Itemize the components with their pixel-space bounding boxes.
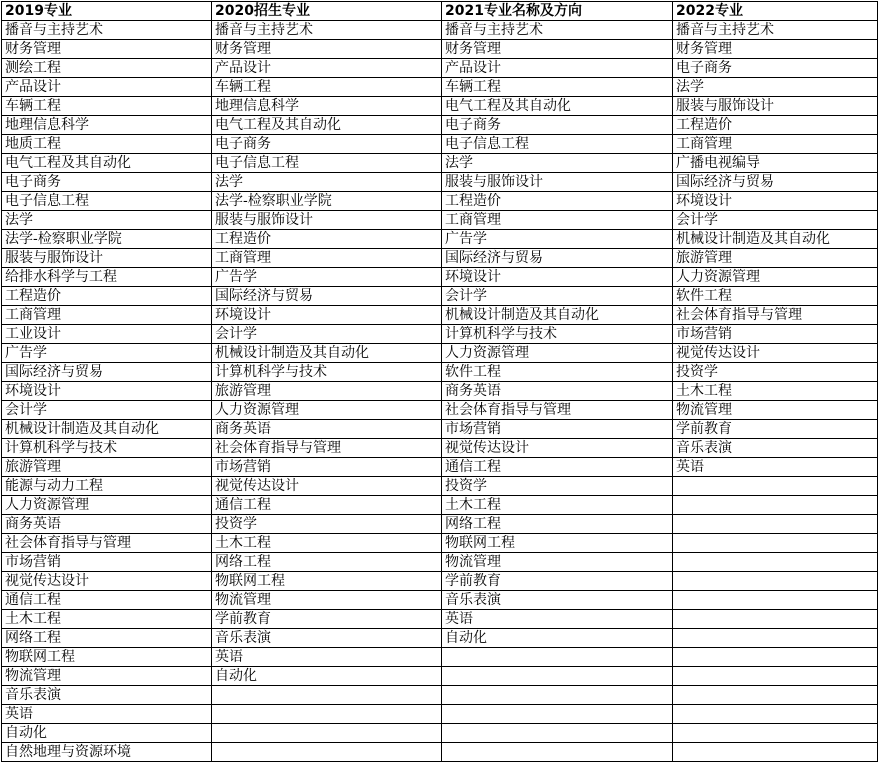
cell-2020: 电气工程及其自动化 bbox=[212, 116, 442, 135]
cell-2020: 物联网工程 bbox=[212, 572, 442, 591]
cell-2021 bbox=[442, 724, 673, 743]
cell-2020 bbox=[212, 743, 442, 762]
cell-2021: 网络工程 bbox=[442, 515, 673, 534]
cell-2020: 产品设计 bbox=[212, 59, 442, 78]
cell-2021: 视觉传达设计 bbox=[442, 439, 673, 458]
cell-2021: 环境设计 bbox=[442, 268, 673, 287]
cell-2020: 商务英语 bbox=[212, 420, 442, 439]
cell-2019: 通信工程 bbox=[2, 591, 212, 610]
cell-2020: 音乐表演 bbox=[212, 629, 442, 648]
cell-2019: 国际经济与贸易 bbox=[2, 363, 212, 382]
cell-2021: 机械设计制造及其自动化 bbox=[442, 306, 673, 325]
cell-2019: 人力资源管理 bbox=[2, 496, 212, 515]
cell-2022 bbox=[673, 610, 878, 629]
cell-2021: 学前教育 bbox=[442, 572, 673, 591]
cell-2021: 物流管理 bbox=[442, 553, 673, 572]
cell-2022: 视觉传达设计 bbox=[673, 344, 878, 363]
cell-2021: 软件工程 bbox=[442, 363, 673, 382]
table-row bbox=[2, 211, 878, 230]
cell-2021 bbox=[442, 686, 673, 705]
cell-2022: 机械设计制造及其自动化 bbox=[673, 230, 878, 249]
cell-2021: 计算机科学与技术 bbox=[442, 325, 673, 344]
cell-2022: 服装与服饰设计 bbox=[673, 97, 878, 116]
cell-2019: 商务英语 bbox=[2, 515, 212, 534]
cell-2020: 物流管理 bbox=[212, 591, 442, 610]
cell-2022: 播音与主持艺术 bbox=[673, 21, 878, 40]
table-row bbox=[2, 553, 878, 572]
cell-2019: 计算机科学与技术 bbox=[2, 439, 212, 458]
cell-2022: 旅游管理 bbox=[673, 249, 878, 268]
table-row bbox=[2, 458, 878, 477]
majors-table bbox=[1, 1, 878, 762]
table-row bbox=[2, 40, 878, 59]
table-row bbox=[2, 610, 878, 629]
cell-2020: 法学-检察职业学院 bbox=[212, 192, 442, 211]
cell-2020: 电子商务 bbox=[212, 135, 442, 154]
cell-2020: 播音与主持艺术 bbox=[212, 21, 442, 40]
table-row bbox=[2, 572, 878, 591]
cell-2020 bbox=[212, 705, 442, 724]
table-row bbox=[2, 287, 878, 306]
table-row bbox=[2, 116, 878, 135]
cell-2022 bbox=[673, 648, 878, 667]
cell-2020: 国际经济与贸易 bbox=[212, 287, 442, 306]
table-row bbox=[2, 439, 878, 458]
cell-2019: 视觉传达设计 bbox=[2, 572, 212, 591]
cell-2022: 法学 bbox=[673, 78, 878, 97]
cell-2022 bbox=[673, 591, 878, 610]
cell-2021: 物联网工程 bbox=[442, 534, 673, 553]
table-row bbox=[2, 154, 878, 173]
table-row bbox=[2, 496, 878, 515]
table-row bbox=[2, 344, 878, 363]
cell-2022 bbox=[673, 553, 878, 572]
table-row bbox=[2, 705, 878, 724]
table-row bbox=[2, 78, 878, 97]
cell-2019: 物流管理 bbox=[2, 667, 212, 686]
cell-2019: 市场营销 bbox=[2, 553, 212, 572]
cell-2022: 人力资源管理 bbox=[673, 268, 878, 287]
cell-2019: 环境设计 bbox=[2, 382, 212, 401]
cell-2022 bbox=[673, 534, 878, 553]
cell-2022: 市场营销 bbox=[673, 325, 878, 344]
table-row bbox=[2, 591, 878, 610]
cell-2019: 产品设计 bbox=[2, 78, 212, 97]
cell-2020: 土木工程 bbox=[212, 534, 442, 553]
cell-2022 bbox=[673, 515, 878, 534]
cell-2021: 服装与服饰设计 bbox=[442, 173, 673, 192]
table-row bbox=[2, 135, 878, 154]
cell-2022: 工程造价 bbox=[673, 116, 878, 135]
cell-2020: 财务管理 bbox=[212, 40, 442, 59]
cell-2021 bbox=[442, 705, 673, 724]
cell-2020: 工程造价 bbox=[212, 230, 442, 249]
cell-2020: 机械设计制造及其自动化 bbox=[212, 344, 442, 363]
table-row bbox=[2, 59, 878, 78]
cell-2022: 软件工程 bbox=[673, 287, 878, 306]
cell-2019: 旅游管理 bbox=[2, 458, 212, 477]
cell-2019: 物联网工程 bbox=[2, 648, 212, 667]
cell-2022: 投资学 bbox=[673, 363, 878, 382]
cell-2019: 播音与主持艺术 bbox=[2, 21, 212, 40]
table-row bbox=[2, 21, 878, 40]
cell-2022: 学前教育 bbox=[673, 420, 878, 439]
table-row bbox=[2, 363, 878, 382]
cell-2022: 电子商务 bbox=[673, 59, 878, 78]
cell-2020: 会计学 bbox=[212, 325, 442, 344]
cell-2020: 电子信息工程 bbox=[212, 154, 442, 173]
cell-2022 bbox=[673, 667, 878, 686]
cell-2019: 给排水科学与工程 bbox=[2, 268, 212, 287]
cell-2020: 视觉传达设计 bbox=[212, 477, 442, 496]
cell-2020: 计算机科学与技术 bbox=[212, 363, 442, 382]
cell-2021: 英语 bbox=[442, 610, 673, 629]
cell-2019: 工业设计 bbox=[2, 325, 212, 344]
cell-2021 bbox=[442, 648, 673, 667]
cell-2019: 工程造价 bbox=[2, 287, 212, 306]
cell-2021: 市场营销 bbox=[442, 420, 673, 439]
cell-2019: 法学-检察职业学院 bbox=[2, 230, 212, 249]
table-row bbox=[2, 382, 878, 401]
table-row bbox=[2, 477, 878, 496]
cell-2020: 通信工程 bbox=[212, 496, 442, 515]
cell-2019: 车辆工程 bbox=[2, 97, 212, 116]
header-2020: 2020招生专业 bbox=[212, 2, 442, 21]
cell-2022: 广播电视编导 bbox=[673, 154, 878, 173]
cell-2021: 电子信息工程 bbox=[442, 135, 673, 154]
cell-2021 bbox=[442, 667, 673, 686]
cell-2020: 服装与服饰设计 bbox=[212, 211, 442, 230]
cell-2021: 音乐表演 bbox=[442, 591, 673, 610]
table-row bbox=[2, 192, 878, 211]
cell-2020: 社会体育指导与管理 bbox=[212, 439, 442, 458]
cell-2022: 社会体育指导与管理 bbox=[673, 306, 878, 325]
cell-2021: 车辆工程 bbox=[442, 78, 673, 97]
cell-2022: 环境设计 bbox=[673, 192, 878, 211]
cell-2019: 法学 bbox=[2, 211, 212, 230]
cell-2021: 法学 bbox=[442, 154, 673, 173]
cell-2022 bbox=[673, 629, 878, 648]
cell-2021: 国际经济与贸易 bbox=[442, 249, 673, 268]
cell-2022: 财务管理 bbox=[673, 40, 878, 59]
cell-2021: 人力资源管理 bbox=[442, 344, 673, 363]
cell-2019: 测绘工程 bbox=[2, 59, 212, 78]
cell-2019: 地质工程 bbox=[2, 135, 212, 154]
table-row bbox=[2, 534, 878, 553]
cell-2022: 英语 bbox=[673, 458, 878, 477]
cell-2021: 工程造价 bbox=[442, 192, 673, 211]
cell-2021: 电子商务 bbox=[442, 116, 673, 135]
cell-2020 bbox=[212, 686, 442, 705]
table-row bbox=[2, 743, 878, 762]
table-row bbox=[2, 420, 878, 439]
cell-2021: 广告学 bbox=[442, 230, 673, 249]
header-2019: 2019专业 bbox=[2, 2, 212, 21]
cell-2020: 工商管理 bbox=[212, 249, 442, 268]
cell-2022: 会计学 bbox=[673, 211, 878, 230]
cell-2020: 旅游管理 bbox=[212, 382, 442, 401]
cell-2022: 国际经济与贸易 bbox=[673, 173, 878, 192]
cell-2020: 市场营销 bbox=[212, 458, 442, 477]
header-2022: 2022专业 bbox=[673, 2, 878, 21]
cell-2019: 自然地理与资源环境 bbox=[2, 743, 212, 762]
cell-2019: 财务管理 bbox=[2, 40, 212, 59]
table-row bbox=[2, 306, 878, 325]
cell-2022 bbox=[673, 572, 878, 591]
header-row bbox=[2, 2, 878, 21]
cell-2022 bbox=[673, 724, 878, 743]
table-row bbox=[2, 515, 878, 534]
cell-2020: 网络工程 bbox=[212, 553, 442, 572]
cell-2021: 投资学 bbox=[442, 477, 673, 496]
cell-2021: 财务管理 bbox=[442, 40, 673, 59]
cell-2021 bbox=[442, 743, 673, 762]
cell-2020: 投资学 bbox=[212, 515, 442, 534]
cell-2022: 土木工程 bbox=[673, 382, 878, 401]
table-row bbox=[2, 249, 878, 268]
cell-2022 bbox=[673, 477, 878, 496]
cell-2019: 工商管理 bbox=[2, 306, 212, 325]
table-row bbox=[2, 325, 878, 344]
cell-2019: 网络工程 bbox=[2, 629, 212, 648]
cell-2020: 环境设计 bbox=[212, 306, 442, 325]
table-row bbox=[2, 401, 878, 420]
table-row bbox=[2, 686, 878, 705]
cell-2022 bbox=[673, 743, 878, 762]
table-row bbox=[2, 173, 878, 192]
cell-2019: 地理信息科学 bbox=[2, 116, 212, 135]
cell-2020: 法学 bbox=[212, 173, 442, 192]
cell-2022: 工商管理 bbox=[673, 135, 878, 154]
cell-2020: 车辆工程 bbox=[212, 78, 442, 97]
table-row bbox=[2, 97, 878, 116]
cell-2021: 会计学 bbox=[442, 287, 673, 306]
cell-2019: 机械设计制造及其自动化 bbox=[2, 420, 212, 439]
cell-2021: 土木工程 bbox=[442, 496, 673, 515]
cell-2022: 物流管理 bbox=[673, 401, 878, 420]
cell-2020: 地理信息科学 bbox=[212, 97, 442, 116]
cell-2021: 社会体育指导与管理 bbox=[442, 401, 673, 420]
cell-2022 bbox=[673, 705, 878, 724]
table-row bbox=[2, 724, 878, 743]
cell-2020 bbox=[212, 724, 442, 743]
cell-2019: 社会体育指导与管理 bbox=[2, 534, 212, 553]
table-row bbox=[2, 667, 878, 686]
cell-2021: 产品设计 bbox=[442, 59, 673, 78]
cell-2022 bbox=[673, 686, 878, 705]
cell-2021: 自动化 bbox=[442, 629, 673, 648]
cell-2019: 自动化 bbox=[2, 724, 212, 743]
table-row bbox=[2, 230, 878, 249]
cell-2019: 电子信息工程 bbox=[2, 192, 212, 211]
cell-2019: 电气工程及其自动化 bbox=[2, 154, 212, 173]
cell-2019: 土木工程 bbox=[2, 610, 212, 629]
cell-2020: 学前教育 bbox=[212, 610, 442, 629]
cell-2021: 通信工程 bbox=[442, 458, 673, 477]
cell-2020: 人力资源管理 bbox=[212, 401, 442, 420]
cell-2021: 商务英语 bbox=[442, 382, 673, 401]
cell-2019: 能源与动力工程 bbox=[2, 477, 212, 496]
cell-2021: 电气工程及其自动化 bbox=[442, 97, 673, 116]
cell-2022: 音乐表演 bbox=[673, 439, 878, 458]
header-2021: 2021专业名称及方向 bbox=[442, 2, 673, 21]
cell-2020: 英语 bbox=[212, 648, 442, 667]
table-row bbox=[2, 648, 878, 667]
cell-2019: 会计学 bbox=[2, 401, 212, 420]
cell-2019: 英语 bbox=[2, 705, 212, 724]
cell-2021: 播音与主持艺术 bbox=[442, 21, 673, 40]
cell-2019: 广告学 bbox=[2, 344, 212, 363]
cell-2021: 工商管理 bbox=[442, 211, 673, 230]
table-row bbox=[2, 268, 878, 287]
cell-2020: 自动化 bbox=[212, 667, 442, 686]
cell-2020: 广告学 bbox=[212, 268, 442, 287]
cell-2022 bbox=[673, 496, 878, 515]
table-row bbox=[2, 629, 878, 648]
cell-2019: 电子商务 bbox=[2, 173, 212, 192]
cell-2019: 音乐表演 bbox=[2, 686, 212, 705]
cell-2019: 服装与服饰设计 bbox=[2, 249, 212, 268]
